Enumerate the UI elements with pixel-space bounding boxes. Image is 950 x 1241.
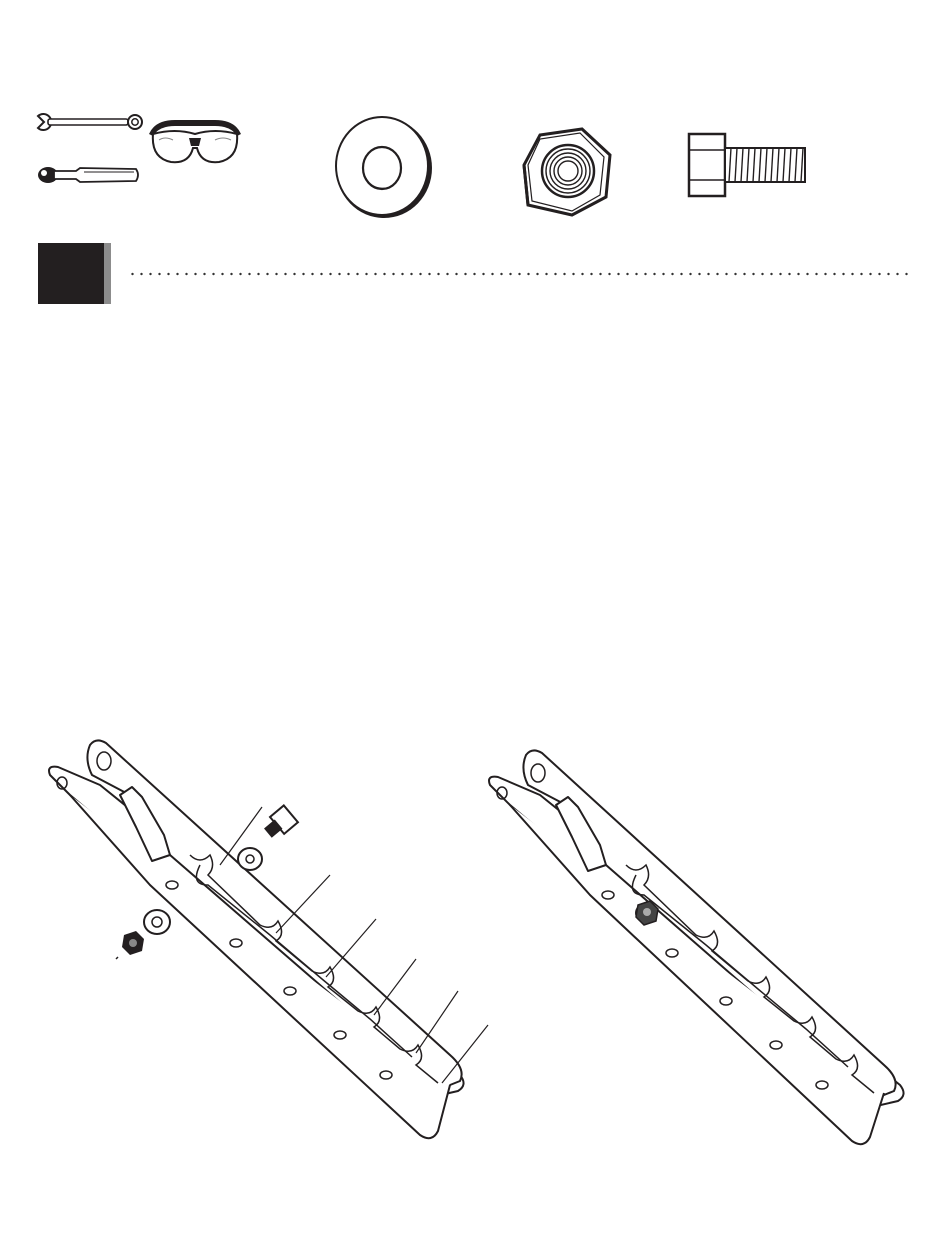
exploded-bolt: [261, 805, 298, 841]
flat-washer-icon: [332, 112, 436, 220]
wrench-icon: [36, 110, 146, 134]
lock-nut-icon: [520, 125, 616, 219]
hex-bolt-icon: [685, 130, 809, 200]
tools-group: [30, 100, 250, 200]
step-number-badge-shadow: [104, 243, 111, 304]
assembled-view-figure: [480, 745, 920, 1155]
dotted-divider: [128, 272, 908, 276]
step-number-badge: [38, 243, 104, 304]
ratchet-icon: [36, 162, 146, 188]
safety-glasses-icon: [145, 114, 245, 170]
exploded-view-figure: [40, 735, 480, 1145]
